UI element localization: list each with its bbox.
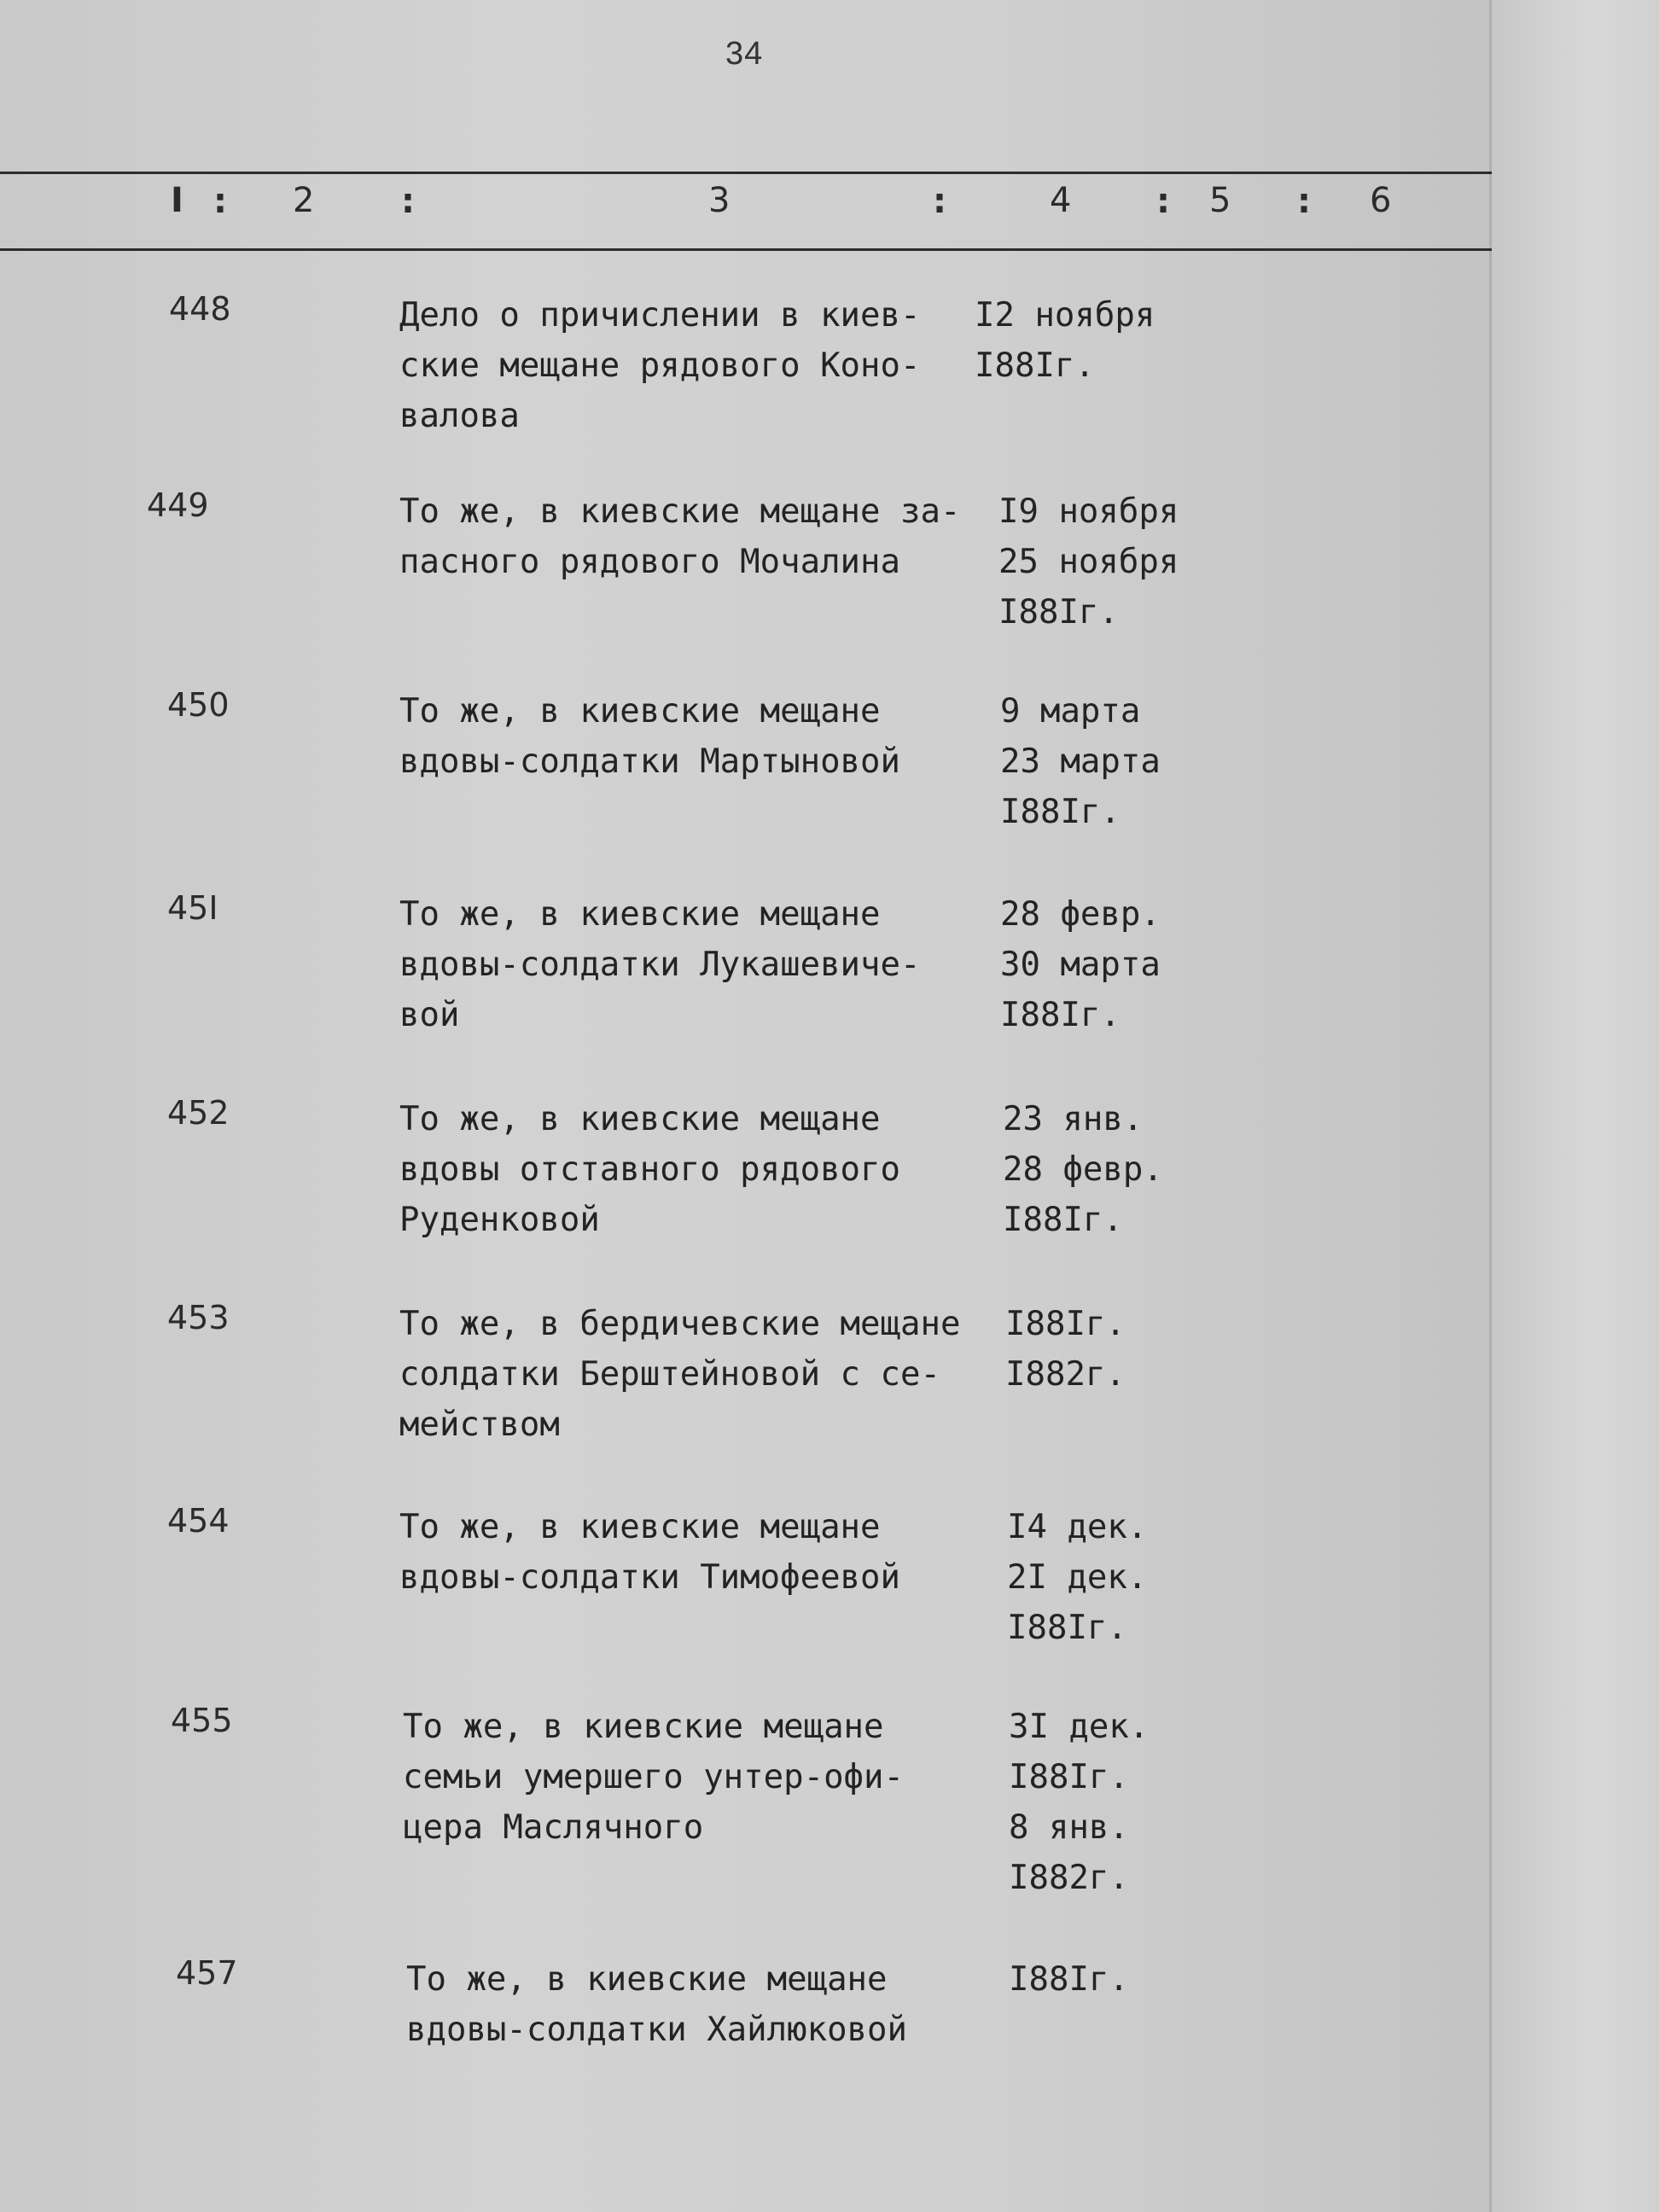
description-line: То же, в киевские мещане (399, 692, 881, 731)
date-line: I88Iг. (998, 593, 1119, 632)
entry-description (399, 486, 960, 587)
column-header-5: 5 (1209, 181, 1231, 220)
description-line: вдовы-солдатки Тимофеевой (399, 1558, 900, 1597)
date-line: 28 февр. (1000, 895, 1161, 934)
date-line: 30 марта (1000, 946, 1161, 984)
date-line: I88Iг. (1000, 793, 1121, 831)
description-line: ские мещане рядового Коно- (399, 346, 921, 385)
entry-dates (1009, 1702, 1149, 1903)
entry-dates (1000, 686, 1161, 837)
description-line: цера Маслячного (403, 1808, 704, 1847)
description-line: мейством (399, 1406, 560, 1444)
date-line: I88Iг. (1007, 1609, 1127, 1647)
date-line: I9 ноября (998, 492, 1179, 531)
date-line: 23 янв. (1003, 1100, 1144, 1138)
description-line: Дело о причислении в киев- (399, 296, 921, 335)
entry-number: 45I (167, 889, 218, 927)
description-line: То же, в киевские мещане (399, 895, 881, 934)
description-line: Руденковой (399, 1201, 600, 1239)
entry-number: 448 (169, 290, 231, 328)
entry-dates (1007, 1502, 1147, 1653)
date-line: 9 марта (1000, 692, 1141, 731)
date-line: 3I дек. (1009, 1708, 1150, 1746)
date-line: 25 ноября (998, 543, 1179, 581)
entry-description (406, 1954, 907, 2055)
description-line: То же, в киевские мещане (399, 1100, 881, 1138)
entry-number: 457 (176, 1954, 238, 1992)
date-line: I88Iг. (1000, 996, 1121, 1034)
entry-number: 455 (171, 1702, 233, 1739)
entry-dates (1009, 1954, 1129, 2005)
date-line: I882г. (1005, 1355, 1126, 1394)
date-line: 23 марта (1000, 742, 1161, 781)
entry-dates (1005, 1299, 1126, 1400)
paper-edge (1489, 0, 1492, 2212)
entry-description (399, 1094, 900, 1245)
header-top-rule (0, 172, 1492, 174)
date-line: 2I дек. (1007, 1558, 1148, 1597)
column-separator: : (401, 182, 415, 221)
date-line: I2 ноября (975, 296, 1155, 335)
entry-description (399, 1502, 900, 1603)
description-line: семьи умершего унтер-офи- (403, 1758, 904, 1796)
entry-description (399, 686, 900, 787)
date-line: 28 февр. (1003, 1150, 1163, 1189)
date-line: I88Iг. (1003, 1201, 1123, 1239)
entry-description (403, 1702, 904, 1853)
column-header-4: 4 (1050, 181, 1072, 220)
column-header-1: I (171, 181, 183, 220)
description-line: солдатки Берштейновой с се- (399, 1355, 940, 1394)
entry-description (399, 290, 920, 441)
entry-number: 454 (167, 1502, 230, 1540)
header-bottom-rule (0, 248, 1492, 251)
entry-dates (1003, 1094, 1163, 1245)
date-line: I4 дек. (1007, 1508, 1148, 1546)
entry-description (399, 889, 920, 1040)
description-line: вдовы-солдатки Мартыновой (399, 742, 900, 781)
entry-dates (1000, 889, 1161, 1040)
description-line: То же, в киевские мещане (406, 1960, 888, 1999)
column-separator: : (1156, 182, 1170, 221)
description-line: То же, в киевские мещане (399, 1508, 881, 1546)
description-line: вдовы отставного рядового (399, 1150, 900, 1189)
entry-number: 450 (167, 686, 230, 724)
column-separator: : (933, 182, 946, 221)
date-line: 8 янв. (1009, 1808, 1129, 1847)
description-line: пасного рядового Мочалина (399, 543, 900, 581)
page-number: 34 (725, 36, 764, 72)
date-line: I88Iг. (1009, 1960, 1129, 1999)
underlying-sheet (1492, 0, 1659, 2212)
entry-number: 449 (147, 486, 209, 524)
entry-dates (998, 486, 1179, 637)
description-line: валова (399, 397, 520, 435)
description-line: вдовы-солдатки Лукашевиче- (399, 946, 921, 984)
column-header-3: 3 (708, 181, 731, 220)
column-separator: : (213, 182, 227, 221)
description-line: вдовы-солдатки Хайлюковой (406, 2011, 907, 2049)
description-line: То же, в киевские мещане за- (399, 492, 961, 531)
column-header-2: 2 (293, 181, 315, 220)
column-header-6: 6 (1370, 181, 1392, 220)
description-line: То же, в бердичевские мещане (399, 1305, 961, 1343)
column-separator: : (1297, 182, 1311, 221)
entry-number: 453 (167, 1299, 230, 1336)
entry-number: 452 (167, 1094, 230, 1132)
description-line: То же, в киевские мещане (403, 1708, 884, 1746)
date-line: I88Iг. (975, 346, 1095, 385)
date-line: I88Iг. (1005, 1305, 1126, 1343)
date-line: I88Iг. (1009, 1758, 1129, 1796)
description-line: вой (399, 996, 460, 1034)
entry-description (399, 1299, 960, 1450)
date-line: I882г. (1009, 1859, 1129, 1897)
entry-dates (975, 290, 1155, 391)
